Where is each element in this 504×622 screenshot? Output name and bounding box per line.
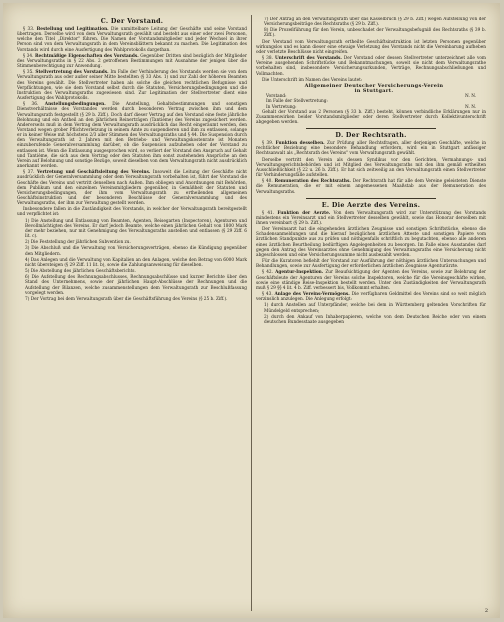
paragraph-number: § 33.: [23, 27, 35, 32]
paragraph-number: § 38.: [262, 56, 273, 62]
paragraph-title: Vertretung und Geschäftsleitung des Vereins.: [37, 170, 151, 176]
section-divider: [306, 128, 436, 129]
list-item: 3) Die Abschluß und die Verwaltung von Versicherungsverträgen, ebenso die Kündigung gegenüber den Mitgliedern.: [25, 246, 247, 257]
paragraph-text: Im Falle der Verhinderung des Vorstands werden sie von dem Verwaltungsrath aus oder außer seiner Mitte bestellten (§ 33 Abs. 1) und zur Zahl der höheren Beamten des Vereins gewählt. Die Stellvertreter haben als solche die gleichen rechtlichen Befugnisse und Verpflichtungen, wie sie dem Vorstand selbst durch die Statuten, Versicherungsbedingungen und die Instruktion des Verwaltungsraths zugewiesen sind. Zur Legitimation der Stellvertreter dient eine Ausfertigung des Wahlprotokolls.: [17, 70, 247, 102]
list-item: 1) Die Anstellung und Entlassung von Beamten, Agenten, Reisegarten (Inspectoren), Agenturen und Bevollmächtigten des Vereins. Er darf jedoch Beamte, welche einen jährlichen Gehalt von 1800 Mark der mehr beziehen, nur mit Genehmigung des Verwaltungsraths anstellen und entlassen (§ 29 Ziff. 6 lit. c).: [25, 218, 247, 240]
signature-label: Im Falle der Stellvertretung:: [266, 99, 328, 105]
list-item: 7) Der Vortrag bei dem Verwaltungsrath über die Geschäftsführung des Vereins (§ 25 b. Ziff.).: [25, 296, 228, 302]
paragraph-text: Der Verstand vom Verwaltungsrath ertheilte Geschäftsinstruktion ist letzten Personen gegenüber wirkungslos und es kann dieser eine etwaige Verletzung des Vorstands nicht die Vereinbarung aufheben oder verletzte Beschlüsse nicht eingreifen.: [256, 39, 486, 55]
signature-label: In Vertretung:: [266, 104, 297, 110]
list-item: 8) Die Prozeßführung für den Verein, unbeschadet der Verwaltungsbefugniß des Rechtsraths (§ 39 b. Ziff.).: [264, 28, 486, 39]
paragraph-text: Die Anstellung, Gehaltsbestimmungen und sonstigen Dienstverhältnisse des Vorstandes werden durch besonderen Vertrag zwischen ihm und dem Verwaltungsrath festgestellt (§ 29 b. Ziff.). Doch darf dieser Vertrag auf den Verstand eine feste jährliche Belohnung und ein Antheil an den jährlichen Reinerträgen (Tantième) des Vereins zugesichert werden. Andererseits muß in dem Vertrag dem Verwaltungsrath ausdrücklich das Recht eingeräumt werden, den Vorstand wegen grober Pflichtverletzung in seinem Amte zu suspendieren und ihm zu entlassen, solange er in keiner Weise mit höchstens 2/3 aller Stimmen des Verwaltungsraths und § 44. Die Suspension durch den Verwaltungsrath ist 2 Jahren mit den Betriebs- und Verwaltungskostenrate ist Monaten einzuberufende Generalversammlung darüber, ob die Suspension aufzuheben oder der Vorstand zu entlassen ist. Wenn die Entlassung ausgesprochen wird, so verliert der Vorstand den Anspruch auf Gehalt und Tantième, die sich aus dem Vertrag oder den Statuten ihm sonst zustehenden Ansprüche an den Verein auf Belohnung und sonstige Bezüge, soweit dieselben von dem Verwaltungsrath nicht ausdrücklich anerkannt werden.: [17, 102, 247, 170]
paragraph-text: Der Vereinsarzt hat die eingehenden ärztlichen Zeugnisse und sonstigen Schriftstücke, ebenso die Schadensanmeldungen und die hierauf bezüglichen ärztlichen Atteste und sonstigen Papiere vom ärztlichen Standpunkte aus zu prüfen und nöthigenfalls schriftlich zu begutachten, ebenso alle anderen eines ärztlichen Beurtheilung bedürftigen Angelegenheiten zu besorgen. Im Falle eines Ausstandes darf gegen den Antrag des Vereinsarztes ohne Genehmigung des Verwaltungsraths eine Versicherung nicht abgeschlossen und eine Versicherungssumme nicht ausbezahlt werden.: [256, 227, 486, 258]
paragraph-40: [256, 179, 486, 194]
paragraph-number: § 40.: [262, 179, 273, 185]
paragraph-37: [17, 170, 247, 206]
paragraph-text: Die verfügbaren Geldmittel des Vereins sind so weit möglich verzinslich anzulegen. Die Anlegung erfolgt:: [256, 292, 486, 303]
paragraph-number: § 36.: [23, 102, 39, 108]
paragraph-number: § 43.: [262, 292, 273, 298]
firm-name: Allgemeiner Deutscher Versicherungs-Verein: [304, 82, 444, 89]
paragraph-text: Insbesondere fallen in die Zuständigkeit des Vorstands, in welcher der Verwaltungsrath bereitgestellt und verpflichtet ist:: [17, 207, 247, 218]
paragraph-text: Für die Kuratoren befiehlt der Vorstand zur Ausführung der nöthigen ärztlichen Untersuchungen und Behandlungen, sowie zur Ausfertigung der erforderlichen ärztlichen Zeugnisse Agenturärzte.: [256, 259, 486, 270]
paragraph-text: Der Rechtsrath hat für alle dem Vereine geleisteten Dienste die Remuneration, die er mit einem angemessenen Maaßstab aus der Remuneration des Verwaltungsraths.: [256, 179, 486, 195]
paragraph-41: [256, 211, 486, 226]
paragraph-title: Anstellungsbedingungen.: [44, 102, 106, 108]
paragraph-33: [17, 27, 247, 53]
firm-city: in Stuttgart.: [354, 88, 394, 95]
list-item: 2) durch den Ankauf von Inhaberpapieren, welche von dem Deutschen Reiche oder von einem deutschen Bundesstaate ausgegeben: [264, 314, 486, 325]
paragraph-number: § 41.: [262, 210, 275, 216]
paragraph-number: § 37.: [23, 170, 35, 176]
paragraph-title: Rechtmäßige Eigenschaften des Vorstands.: [34, 53, 139, 59]
paragraph-title: Remuneration des Rechtsraths.: [274, 179, 351, 185]
paragraph-title: Stellvertretung des Vorstands.: [35, 70, 109, 76]
paragraph-number: § 42.: [262, 270, 273, 276]
list-item: 7) Der Antrag an den Verwaltungsrath über das Kasselbruch (§ 29 b. Ziff.) wegen Aufstellung von der Versicherungsbeiträge des Rechtsraths (§ 29 b. Ziff.).: [264, 17, 486, 28]
paragraph-36: [17, 102, 247, 169]
paragraph-number: § 34.: [23, 53, 34, 59]
section-divider: [306, 198, 436, 199]
paragraph-39: [256, 141, 486, 156]
paragraph-text: Die unmittelbare Leitung der Geschäfte und seine Vorstand übertragen. Derselbe wird von dem Verwaltungsrath gewählt und besteht aus einer oder zwei Personen, welche den Titel „Direktor" führen. Die Namen der Vorstandsmitglieder und jeder Wechsel in ihrer Person sind von dem Verwaltungsrath in dem Vereinsblättern bekannt zu machen. Die Legitimation des Vorstands wird durch eine Ausfertigung des Wahlprotokolls dargethan.: [17, 27, 247, 53]
paragraph-38: [256, 56, 486, 77]
document-page: [3, 3, 500, 618]
paragraph-text: Zur Prüfung aller Rechtsfragen, aller derjenigen Geschäfte, welche in rechtlicher Beziehung eine besondere Behandlung erfordern, wird ein in Stuttgart anfässiger Rechtsanwalt als „Rechtsrath des Vereins" vom Verwaltungsrath gewählt.: [256, 141, 486, 157]
paragraph-37-continued: [17, 207, 247, 217]
paragraph-43: [256, 292, 486, 302]
page-number: 2: [484, 608, 488, 614]
paragraph-text: Gegenüber Dritten sind bezüglich der Mitglieder des Verwaltungsraths in § 22 Abs. 2 getroffenen Bestimmungen mit Ausnahme der jenigen über die Stimmenberechtigung zur Anwendung.: [17, 53, 247, 70]
left-column: [17, 17, 247, 613]
list-item: 6) Die Aufstellung des Rechnungsabschlusses, Rechnungsabschlüsse und kurzer Berichte über den Stand des Unternehmens, sowie der jährlichen Haupt-Abschlüsse der Rechnungen und die Aufstellung der Bilanzen, welche zusammenstellungen dem Verwaltungsrath zur Beschlußfassung vorgelegt werden.: [25, 275, 247, 296]
paragraph-title: Bestellung und Legitimation.: [36, 27, 109, 32]
paragraph-text: Derselbe vertritt den Verein als dessen Syndikus vor den Gerichten, Vermahnungs- und Verwaltungsgerichtsbehörden und ist Mitglied des Verwaltungsraths mit den ihm gemäß ertheilten Ausschließlichkeit (§ 22 u. 26 b. Ziff.). Er hat sich zeitweilig an den Verwaltungsrath einen Stellvertreter für Verhinderungsfälle aufstellen.: [256, 157, 486, 179]
paragraph-title: Unterschrift des Vorstands.: [274, 56, 342, 62]
column-divider: [251, 15, 252, 611]
list-item: 2) Die Feststellung der jährlichen Subvention zu.: [25, 240, 131, 246]
paragraph-title: Funktion desselben.: [275, 141, 325, 147]
right-column: [256, 17, 486, 613]
signature-value: N. N.: [465, 94, 476, 100]
signature-label: Vorstand:: [266, 94, 287, 100]
list-item: 5) Die Abstellung des jährlichen Geschäftsberichts.: [25, 269, 136, 275]
paragraph-text: Der Vorstand oder dessen Stellvertreter unterzeichnet alle vom Vereine ausgehenden Schriftstücke und Bekanntmachungen, soweit sie nicht dem Verwaltungsrathe vorbehalten sind, insbesondere Versicherungsurkunden, Verträge, Rechnungsabschließungen und Vollmachten.: [256, 56, 486, 77]
list-item: 4) Das Anlegen und die Verwaltung von Kapitalien an den Anlagen, welche den Betrag von 6000 Mark nicht übersteigen (§ 29 Ziff. 11 lit. b), sowie die Zahlungsanweisung für dieselben.: [25, 257, 247, 268]
paragraph-text: Von dem Verwaltungsrath wird zur Unterstützung des Vorstands mindestens ein Vereinsarzt und ein Stellvertreter desselben gewählt, sowie das Honorar derselben mit ihnen vereinbart (§ 29 b. Ziff.).: [256, 210, 486, 226]
paragraph-title: Anlage des Vereins-Vermögens.: [274, 292, 350, 298]
paragraph-text: Insoweit die Leitung der Geschäfte nicht ausdrücklich der Generalversammlung oder dem Verwaltungsrath vorbehalten ist, führt der Vorstand die Geschäfte des Vereins und vertritt denselben nach Außen. Ihm obliegen und Anordnungen mit Behörden, dem Publikum und den einzelnen Vereinsmitgliedern gegenüber, in Gemäßheit der Statuten und Versicherungsbedingungen, der ihm vom Verwaltungsrath zu ertheilenden allgemeinen Geschäftsinstruktion und der besonderen Beschlüsse der Generalversammlung und des Verwaltungsraths, der ihm zur Verwaltung gestellt werden.: [17, 170, 247, 207]
paragraph-text: Zur Beaufsichtigung der Agenten des Vereins, sowie zur Belehrung der Geschäftsleute der Agenturen der Vereins solche Inspektoren, welche für die Vereinsgeschäfte wirken, sowie eine ständige Reise-Inspektion bestellt werden. Unter den Zuständigkeiten der Verwaltungsrath muß § 29 §§ 4 lit. 4 b. Ziff. verbessert bis, Vollkommt erhalten.: [256, 270, 486, 291]
list-item: 1) durch Anstellen auf Unterpfänder, welche bei dem in Württemberg geltenden Vorschriften für Mündelgeld entsprechen;: [264, 303, 486, 314]
paragraph-number: § 35.: [23, 70, 34, 76]
paragraph-title: Funktion der Aerzte.: [277, 210, 331, 216]
section-heading-aerzte: E. Die Aerzte des Vereins.: [321, 201, 421, 209]
paragraph-title: Agentur-Inspektion.: [275, 270, 324, 276]
paragraph-text: Gehalt der Vorstand aus 2 Personen (§ 33 b. Ziff.) besteht, können verbindliche Erklärungen nur in Zusammenwirken beider Vorstandsmitglieder oder deren Stellvertreter durch Kollektivunterschrift abgegeben werden.: [256, 109, 486, 125]
paragraph-number: § 39.: [262, 141, 274, 147]
paragraph-42: [256, 270, 486, 291]
paragraph-35: [17, 70, 247, 101]
section-heading-rechtsrath: D. Der Rechtsrath.: [335, 132, 407, 140]
paragraph-text: Die Unterschrift im Namen des Vereins lautet:: [262, 77, 363, 83]
section-heading-vorstand: C. Der Vorstand.: [100, 18, 164, 25]
signature-value: N. N.: [465, 104, 476, 110]
paragraph-34: [17, 54, 247, 69]
